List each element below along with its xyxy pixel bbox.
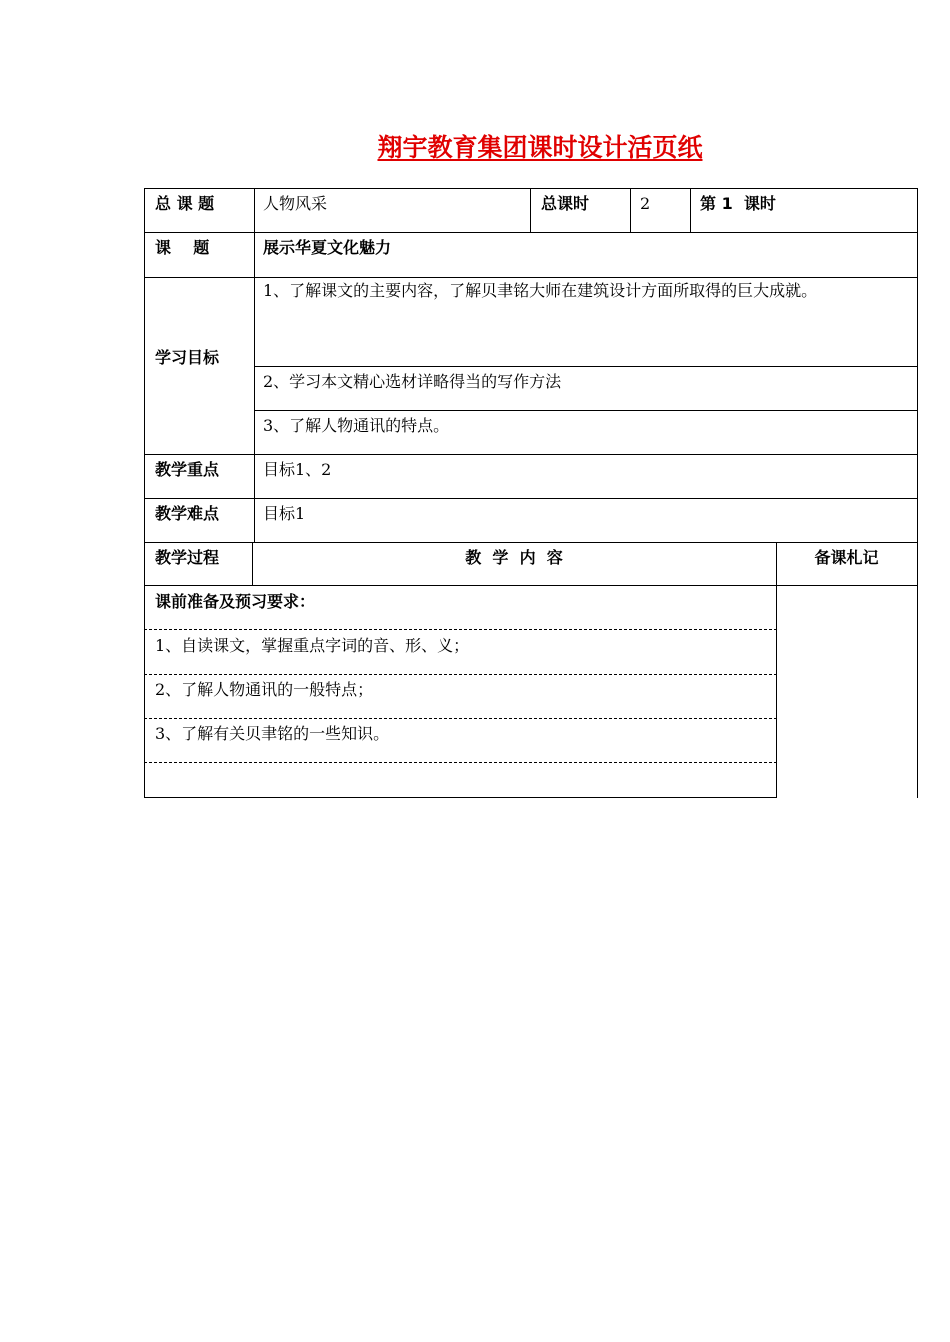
process-label: 教学过程 xyxy=(155,548,220,567)
preparation-heading: 课前准备及预习要求： xyxy=(155,592,316,611)
difficulty-value: 目标1 xyxy=(263,504,306,523)
row-divider xyxy=(144,498,918,499)
objective-item: 3、了解人物通讯的特点。 xyxy=(263,416,450,435)
topic-label: 总 课 题 xyxy=(155,194,215,213)
document-title: 翔宇教育集团课时设计活页纸 xyxy=(377,133,703,162)
total-periods-value: 2 xyxy=(640,194,651,213)
dashed-divider xyxy=(144,762,777,763)
column-divider xyxy=(776,542,777,798)
row-divider xyxy=(254,410,918,411)
lesson-value: 展示华夏文化魅力 xyxy=(263,238,392,257)
dashed-divider xyxy=(144,674,777,675)
table-border-bottom xyxy=(144,797,777,798)
notes-header: 备课札记 xyxy=(814,548,879,567)
dashed-divider xyxy=(144,718,777,719)
table-border-right xyxy=(917,188,918,798)
row-divider xyxy=(144,454,918,455)
table-border-top xyxy=(144,188,918,189)
lesson-label: 课 题 xyxy=(155,238,210,257)
key-point-value: 目标1、2 xyxy=(263,460,332,479)
row-divider xyxy=(144,232,918,233)
period-label: 第 1 课时 xyxy=(700,194,776,213)
row-divider xyxy=(144,585,918,586)
table-border-left xyxy=(144,188,145,798)
column-divider xyxy=(690,188,691,232)
key-point-label: 教学重点 xyxy=(155,460,220,479)
preparation-item: 3、了解有关贝聿铭的一些知识。 xyxy=(155,724,390,743)
column-divider xyxy=(530,188,531,232)
objective-item: 2、学习本文精心选材详略得当的写作方法 xyxy=(263,372,562,391)
objective-item: 1、了解课文的主要内容，了解贝聿铭大师在建筑设计方面所取得的巨大成就。 xyxy=(263,281,818,300)
topic-value: 人物风采 xyxy=(263,194,328,213)
column-divider xyxy=(630,188,631,232)
preparation-item: 1、自读课文，掌握重点字词的音、形、义； xyxy=(155,636,470,655)
dashed-divider xyxy=(144,629,777,630)
column-divider xyxy=(254,188,255,542)
total-periods-label: 总课时 xyxy=(541,194,590,213)
difficulty-label: 教学难点 xyxy=(155,504,220,523)
preparation-item: 2、了解人物通讯的一般特点； xyxy=(155,680,374,699)
objectives-label: 学习目标 xyxy=(155,348,220,367)
row-divider xyxy=(144,542,918,543)
content-header: 教 学 内 容 xyxy=(465,548,563,567)
row-divider xyxy=(254,366,918,367)
